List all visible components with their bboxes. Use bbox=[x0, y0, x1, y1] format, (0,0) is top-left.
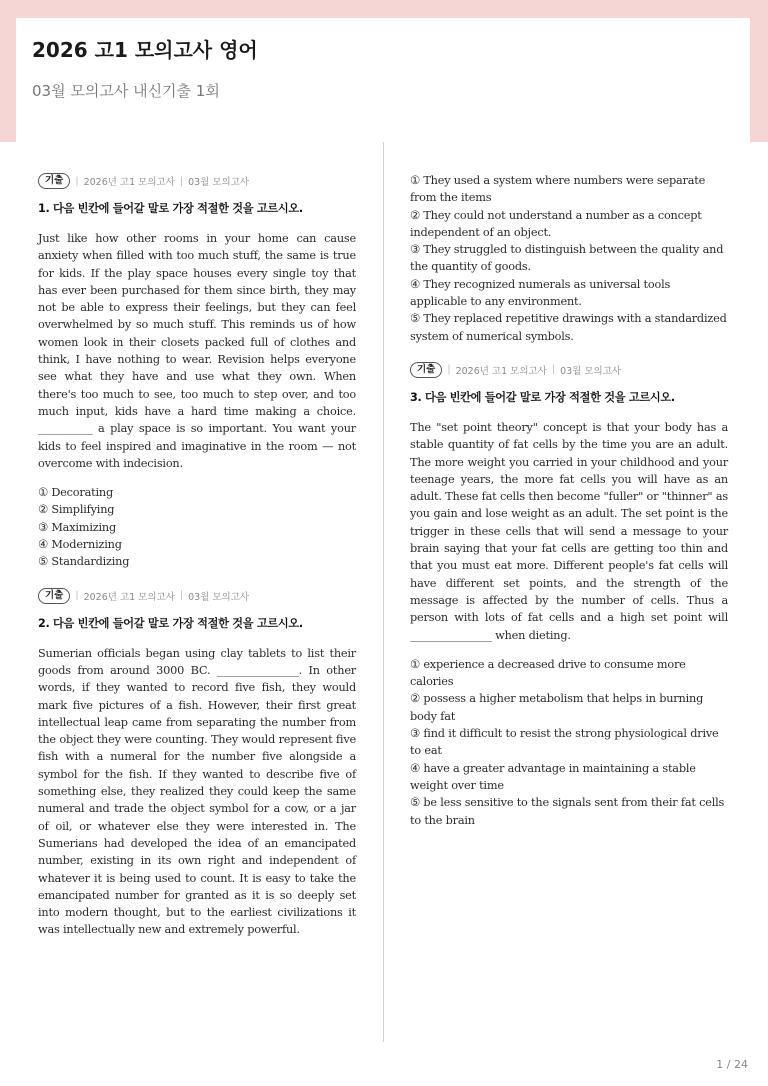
question-passage: Sumerian officials began using clay tablets to list their goods from around 3000 BC. _______________. In other words, if they wanted to record five fish, they would mark five pictures of a fish. However, their first great intellectual leap came from separating the number from the object they were counting. They would represent five fish with a numeral for the number five alongside a symbol for the fish. If they wanted to describe five of something else, they realized they could keep the same numeral and trade the object symbol for a cow, or a jar of oil, or whatever else they were interested in. The Sumerians had developed the idea of an emancipated number, existing in its own right and independent of whatever it is being used to count. It is easy to take the emancipated number for granted as it is so deeply set into modern thought, but to the earliest civilizations it was intellectually new and extremely powerful. bbox=[38, 646, 356, 937]
document-subtitle: 03월 모의고사 내신기출 1회 bbox=[32, 82, 220, 100]
meta-separator: | bbox=[75, 590, 79, 602]
choice-item[interactable]: ⑤ They replaced repetitive drawings with a standardized system of numerical symbols. bbox=[410, 312, 727, 343]
column-divider bbox=[383, 142, 384, 1042]
choice-item[interactable]: ③ find it difficult to resist the strong physiological drive to eat bbox=[410, 727, 719, 758]
choice-item[interactable]: ② Simplifying bbox=[38, 503, 115, 517]
question-passage: The "set point theory" concept is that your body has a stable quantity of fat cells by the time you are an adult. The more weight you carried in your childhood and your teenage years, the more fat cells you will have as an adult. These fat cells then become "fuller" or "thinner" as you gain and lose weight as an adult. The set point is the trigger in these cells that will send a message to your brain saying that your fat cells are getting too thin and that you must eat more. Different people's fat cells will have different set points, and the strength of the message is affected by the number of cells. Thus a person with lots of fat cells and a high set point will _______________ when dieting. bbox=[410, 420, 728, 642]
question-meta bbox=[38, 587, 356, 605]
meta-month: 03월 모의고사 bbox=[188, 591, 250, 603]
meta-separator: | bbox=[447, 364, 451, 376]
choice-item[interactable]: ④ They recognized numerals as universal tools applicable to any environment. bbox=[410, 277, 671, 309]
choice-item[interactable]: ④ Modernizing bbox=[38, 538, 122, 552]
question-title: 1. 다음 빈칸에 들어갈 말로 가장 적절한 것을 고르시오. bbox=[38, 202, 303, 215]
question-title: 3. 다음 빈칸에 들어갈 말로 가장 적절한 것을 고르시오. bbox=[410, 390, 675, 404]
question-title: 2. 다음 빈칸에 들어갈 말로 가장 적절한 것을 고르시오. bbox=[38, 616, 303, 630]
meta-year: 2026년 고1 모의고사 bbox=[83, 591, 175, 603]
document-title: 2026 고1 모의고사 영어 bbox=[32, 38, 258, 62]
choice-item[interactable]: ① They used a system where numbers were separate from the items bbox=[410, 174, 706, 205]
left-column bbox=[38, 172, 356, 955]
meta-separator: | bbox=[179, 175, 184, 187]
question-meta bbox=[410, 361, 728, 379]
meta-month: 03월 모의고사 bbox=[188, 177, 250, 188]
question-passage: Just like how other rooms in your home can cause anxiety when filled with too much stuff, the same is true for kids. If the play space houses every single toy that has ever been purchased for them since birth, they may not be able to express their feelings, but they can feel overwhelmed by so much stuff. This reminds us of how women look in their closets packed full of clothes and think, I have nothing to wear. Revision helps everyone see what they have and use what they own. When there's too much to see, too much to step over, and too much input, kids have a hard time making a choice. __________ a play space is so important. You want your kids to feel inspired and imaginative in the room — not overcome with indecision. bbox=[38, 232, 356, 470]
source-badge: 기출 bbox=[38, 173, 70, 189]
choice-item[interactable]: ③ They struggled to distinguish between the quality and the quantity of goods. bbox=[410, 243, 724, 274]
meta-year: 2026년 고1 모의고사 bbox=[83, 177, 175, 188]
question-2-choices bbox=[410, 172, 728, 345]
right-column bbox=[410, 172, 728, 845]
meta-year: 2026년 고1 모의고사 bbox=[455, 365, 547, 377]
choice-item[interactable]: ② possess a higher metabolism that helps in burning body fat bbox=[410, 692, 704, 723]
source-badge: 기출 bbox=[38, 588, 70, 604]
meta-separator: | bbox=[179, 590, 184, 602]
choice-item[interactable]: ② They could not understand a number as a concept independent of an object. bbox=[410, 208, 702, 239]
source-badge: 기출 bbox=[410, 362, 442, 378]
choice-item[interactable]: ① experience a decreased drive to consume more calories bbox=[410, 657, 686, 689]
question-meta bbox=[38, 172, 356, 190]
choice-item[interactable]: ① Decorating bbox=[38, 486, 113, 500]
choice-item[interactable]: ④ have a greater advantage in maintaining a stable weight over time bbox=[410, 761, 696, 792]
meta-separator: | bbox=[75, 175, 79, 187]
choice-item[interactable]: ⑤ be less sensitive to the signals sent from their fat cells to the brain bbox=[410, 796, 725, 827]
meta-separator: | bbox=[551, 364, 556, 376]
question-2 bbox=[38, 587, 356, 939]
choice-list bbox=[410, 172, 728, 345]
choice-item[interactable]: ③ Maximizing bbox=[38, 520, 117, 534]
question-3 bbox=[410, 361, 728, 829]
question-1 bbox=[38, 172, 356, 571]
choice-list bbox=[38, 484, 356, 570]
choice-item[interactable]: ⑤ Standardizing bbox=[38, 555, 130, 569]
meta-month: 03월 모의고사 bbox=[560, 365, 622, 377]
page-number: 1 / 24 bbox=[716, 1058, 748, 1071]
choice-list bbox=[410, 656, 728, 829]
